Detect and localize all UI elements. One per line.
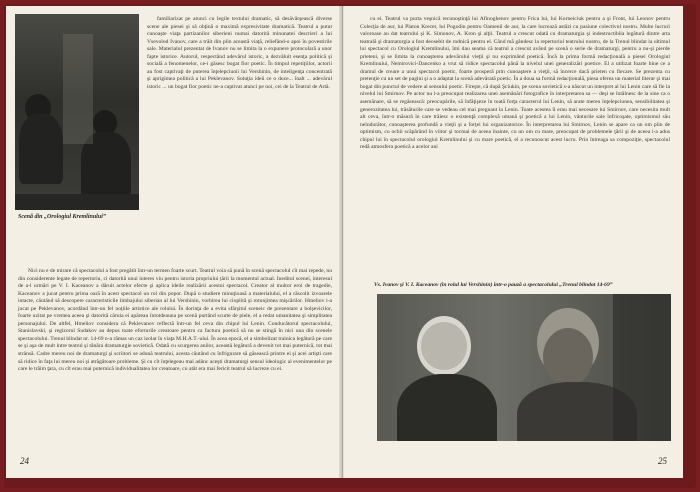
left-column-text: familiarizat pe atunci cu legile textului dramatic, să desăvârşească diverse scene ale piesei şi să obţină o maximă expresivitate dramatică. Teatrul a putut cunoaşte viaţa partizanilor siberieni numai datorită minunatei descrieri a lui Vsevolod Ivanov, care a trăit din plin această viaţă, reliefând-o apoi în povestirile sale. Materialul prezentat de Ivanov nu se limita la o expunere protocolară a unor fapte istorice. Autorul, respectând adevărul istoric, a dezvăluit esenţa politică şi socială a fenomenelor, ce-i găsesc bogat fior poetic. În timpul repetiţiilor, actorii au fost captivaţi de puterea înţelepciunii lui Vershinin, de inteligenţa concentrată şi aprigimea politică a lui Peklevanov. Soluţia ideii ce o duce... înalt ... adevărul istoric ... un bogat fior poetic ne-a captivat atunci pe noi, cei de la Teatrul de Artă.: [147, 16, 332, 90]
scene-photo-caption: Scenă din „Orologiul Kremlinului”: [18, 214, 106, 220]
scene-photo: [15, 14, 139, 210]
left-body-text: Nici nu e de mirare că spectacolul a fost pregătit într-un termen foarte scurt. Teatrul voia să pună în scenă spectacolul cît mai repede, nu din considerente legate de repertoriu, ci datorită unui interes viu pentru istoria propriului țării la momentul actual. Ineditul scenei, interesul de a-l urmări pe V. I. Kaceanov a dăruit actelor efecte şi aplica ideile realizării acestui spectacol. Creator al multor eroi de tragedie, Kaceanov a jucat pentru prima oară în acest spectacol un rol din popor. După o studiere minuţioasă a materialului, el a răscolit izvoarele intacte, căutând să descopere caracteristicile limbajului siberian al lui Vershinin, vorbirea lui cioplită şi rotunjimea mişcărilor. Hmeliov l-a jucat pe Peklevanov, acordând într-un fel noţiile artistice ale rolului. În dorinţa de a evita sfârşitul sceneic de prezentare a bolşevicilor, foarte uzitat pe vremea aceea şi datorită căruia ei apăreau întotdeauna pe scenă purtând scurte de piele, el a redat umanitatea şi simplitatea personajului. De altfel, Hmeliov considera că Peklevanov reflectă într-un fel ceva din chipul lui Lenin. Conducătorul spectacolului, Stanislavski, şi regizorul Sudakov au depus toate eforturile creatoare pentru ca factura poetică să nu se stingă în nici una din scenele spectacolului. Trenul blindat nr. 14-69 n-a rămas un caz izolat în viaţa M.H.A.T.-ului. În acea epocă, el a simbolizat trainica legătură pe care se şi aşa de mult intre teatrul şi tânăra dramaturgie sovietică. Odată cu scurgerea anilor, această legătură a devenit tot mai puternică, tot mai strânsă. Cadre mereu noi de dramaturgi şi scriitori se adună teatrului, acesta căutând cu înfrigurare să găsească printre ei şi acei artişti care să ridice în faţa lui mereu noi şi atrăgătoare probleme. Şi cu cît înţelegeau mai adânc aceşti dramaturgi sensul ideologic al evenimentelor pe care le trăim ţara, cu cît erau mai puternică individualitatea lor creatoare, cu atât era mai fericit teatrul să lucreze cu ei.: [18, 268, 332, 373]
page-number-right: 25: [658, 456, 667, 466]
left-page: [6, 6, 343, 478]
portrait-photo: [377, 294, 671, 441]
right-top-text: cu ei. Teatrul va purta veşnică recunoştinţă lui Afinoghenov pentru Frica lui, lui Korneiciuk pentru a şi Front, lui Leonov pentru Colecţia de aur, lui Platon Krecet, lui Pogodin pentru Oamenii de aur, la care lucrează astăzi cu pasiune colectivul nostru. Multe lucruri valoroase au dat teatrului şi K. Simonov, A. Kron şi alţii. Teatrul a crescut odată cu dramaturgia şi indestructibila legătură dintre arta teatrală şi dramaturgia a fost deosebit de rodnică pentru el. Când mă gândesc la repertoriul teatrului nostru, de la Trenul blindat la ultimul lui spectacol cu Orologiul Kremlinului, îmi dau seama că teatrul a crescut având pe scenă o serie de dramaturgi, pentru a nu-şi pierde prieteni, şi se limita la cunoaşterea adevărului vieţii şi nu exprimând poetică. Încă la prima formă redacţională a piesei Orologiul Kremlinului, Nemirovici-Dancenko a vrut să ridice spectacolul până la nivelul unei generalizări poetice. El a utilizat foarte bine ce a dramul de creare a unui spectacol poetic, foarte prosperă prin cunoaştere a vieţii, să încerce dacă prieten cu fiecare. Se prezenta cu pretenţie cu un set de pagini şi a o adaptat la scenă adevărată poetic. În a doua sa formă redacţională, piesa oferea un material literar şi mai bogat din punctul de vedere al sensului poetic. Fireşte, că după Şciukin, pe scena sovietică s-a născut un interpret al lui Lenin care să fie la nivelul lui Smirnov. Pe actor nu l-a preocupat realizarea unei asemănări fotografice în interpretarea sa — deşi se întâlnesc de la sine ca o asemănare, să se regăsească: preocupările, să înfăţişeze în toată forţa caracterul lui Lenin, să arate mereu înţelepciunea, sensibilitatea şi generozitatea lui, trăsăturile care se vedeau cel mai pregnant la Lenin. Toate acestea îl erau mai necesare lui Smirnov, care necesita mult alt ceva, într-o măsură în care trăiesc o existenţă complexă umană şi poetică a lui Lenin, vânturile sale înfricoşate, optimismul său neîndurător, cunoaşterea profundă a vieţii şi a forţei lui organizatorice. În interpretarea lui Smirnov, Lenin se apare ca un om plin de optimism, cu ochii scăpărând în viitor şi tocmai de aceea înainte, cu un om cu mare, preocupat de problemele ţării şi de aceea i-a adus chipul lui în spectacolul orologiul Kremlinului şi cu mare poetică, el a recunoscut acest lucru. Prin întreaga sa compoziţie, spectacolul redă atmosfera poetică a acelor ani: [360, 16, 670, 151]
page-number-left: 24: [20, 456, 29, 466]
right-page: [343, 6, 683, 478]
portrait-photo-caption: Vs. Ivanov şi V. I. Kaceanov (în rolul lui Vershinin) într-o pauză a spectacolului „Trenul blindat 14-69”: [374, 282, 613, 288]
